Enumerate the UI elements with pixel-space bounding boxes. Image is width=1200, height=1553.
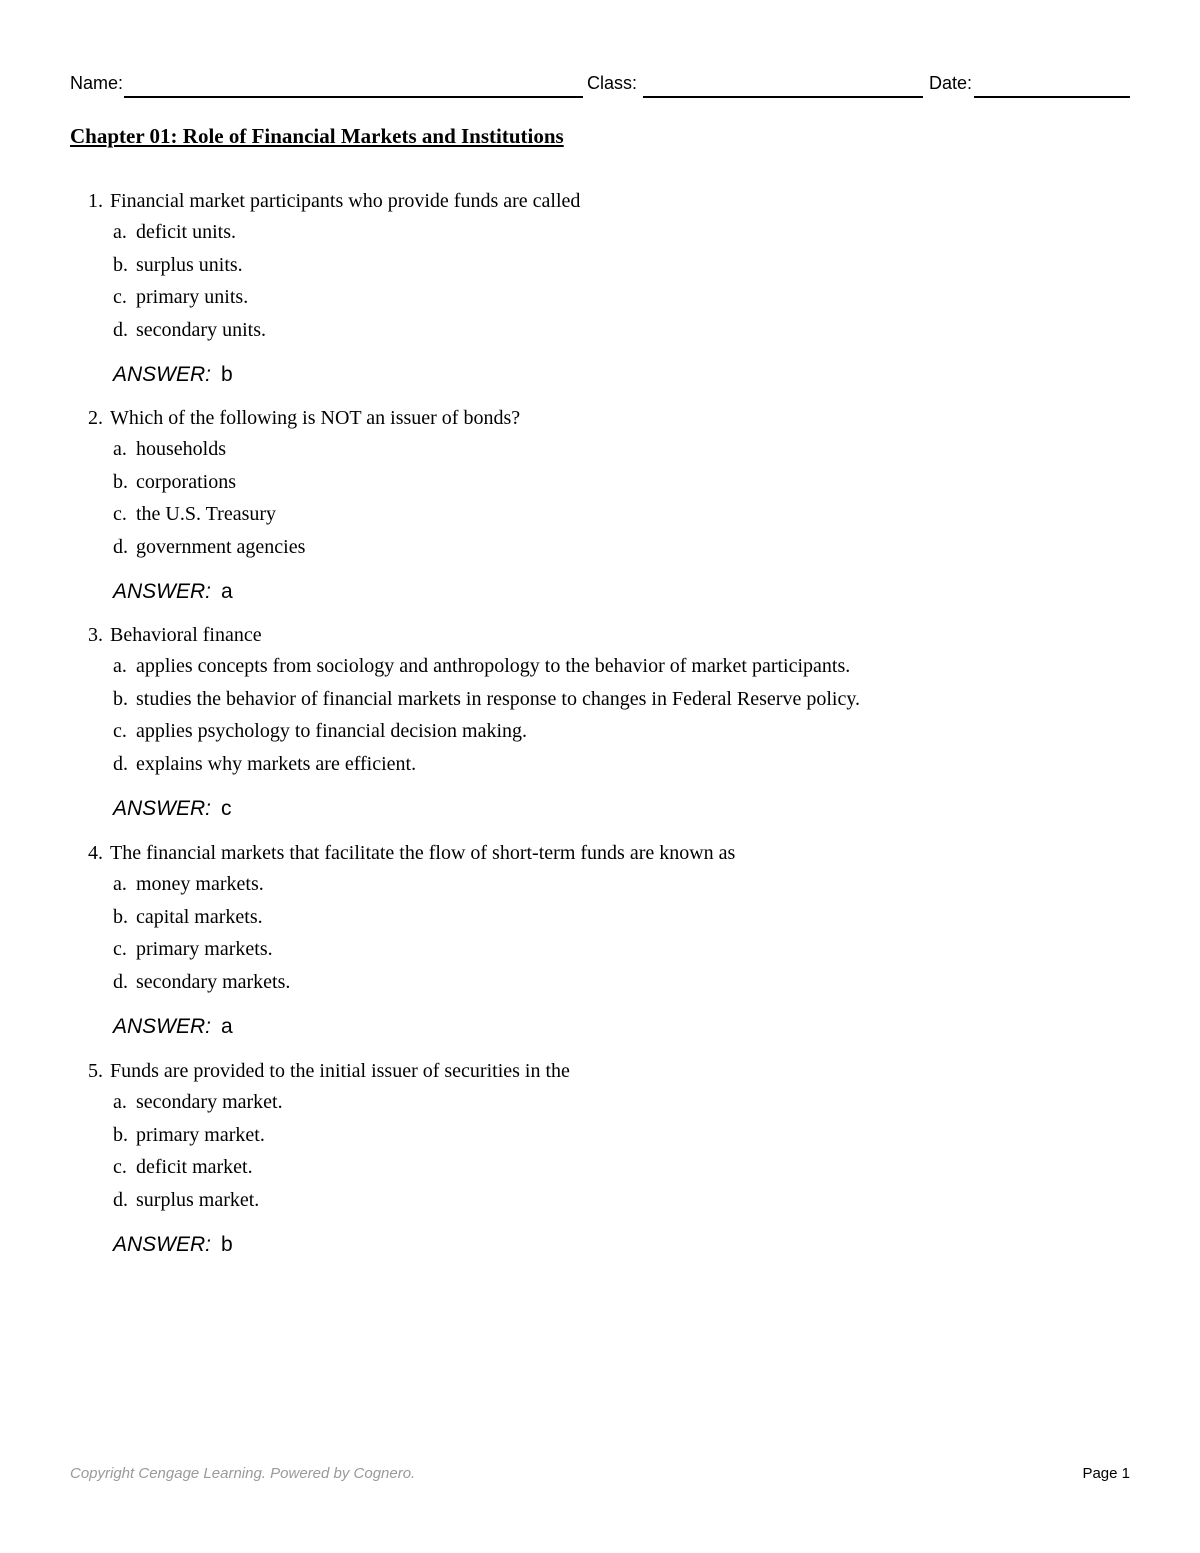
choice-text: studies the behavior of financial markets in response to changes in Federal Reserve policy. [136, 687, 861, 710]
choice-text: primary markets. [136, 938, 273, 960]
question-stem [88, 620, 1088, 650]
choice-letter: b. [113, 1123, 128, 1146]
question-stem [88, 1056, 1088, 1086]
choice-letter: d. [113, 970, 128, 993]
answer-line [88, 794, 1088, 824]
choice-letter: d. [113, 535, 128, 558]
question-text: Funds are provided to the initial issuer of securities in the [110, 1060, 570, 1082]
choice-text: corporations [136, 470, 236, 493]
choice-letter: c. [113, 1156, 127, 1178]
question-stem [88, 403, 1088, 433]
answer-label: ANSWER: [113, 1233, 212, 1256]
choice-d [88, 314, 1088, 347]
student-info-header [70, 72, 1130, 98]
choice-text: surplus market. [136, 1188, 260, 1211]
choice-letter: d. [113, 318, 128, 341]
chapter-title: Chapter 01: Role of Financial Markets and Institutions [70, 124, 564, 148]
question-3 [88, 620, 1088, 824]
choice-letter: b. [113, 253, 128, 276]
question-2 [88, 403, 1088, 607]
choice-d [88, 966, 1088, 999]
choice-c [88, 715, 1088, 748]
choice-d [88, 1184, 1088, 1217]
choice-text: deficit units. [136, 221, 236, 243]
choice-letter: c. [113, 503, 127, 525]
name-label: Name: [70, 73, 124, 93]
answer-label: ANSWER: [113, 580, 212, 603]
question-1 [88, 186, 1088, 390]
choice-letter: a. [113, 655, 127, 677]
answer-label: ANSWER: [113, 797, 212, 820]
choice-letter: c. [113, 286, 127, 308]
question-number: 1. [88, 190, 103, 212]
choice-text: explains why markets are efficient. [136, 752, 417, 775]
choice-text: secondary market. [136, 1091, 283, 1113]
choice-letter: a. [113, 873, 127, 895]
choice-letter: c. [113, 720, 127, 742]
choice-text: surplus units. [136, 253, 243, 276]
choice-b [88, 683, 1088, 716]
choice-a [88, 216, 1088, 249]
answer-label: ANSWER: [113, 1015, 212, 1038]
choice-a [88, 433, 1088, 466]
choice-b [88, 901, 1088, 934]
choice-text: government agencies [136, 535, 306, 558]
name-line [124, 96, 583, 98]
choice-text: primary units. [136, 286, 249, 308]
choice-a [88, 868, 1088, 901]
footer-copyright: Copyright Cengage Learning. Powered by Cognero. [70, 1465, 416, 1482]
choice-c [88, 498, 1088, 531]
choice-a [88, 650, 1088, 683]
choice-text: money markets. [136, 873, 264, 895]
choice-letter: b. [113, 905, 128, 928]
choice-text: applies psychology to financial decision making. [136, 720, 528, 742]
choice-letter: a. [113, 1091, 127, 1113]
choice-letter: a. [113, 221, 127, 243]
choice-text: deficit market. [136, 1156, 253, 1178]
answer-value: b [221, 363, 233, 386]
answer-label: ANSWER: [113, 363, 212, 386]
answer-value: a [221, 580, 233, 603]
question-text: Which of the following is NOT an issuer of bonds? [110, 407, 521, 429]
choice-text: primary market. [136, 1123, 265, 1146]
choice-c [88, 1151, 1088, 1184]
choice-text: the U.S. Treasury [136, 503, 277, 525]
question-number: 2. [88, 407, 103, 429]
choice-c [88, 933, 1088, 966]
answer-line [88, 1012, 1088, 1042]
choice-b [88, 1119, 1088, 1152]
choice-text: secondary markets. [136, 970, 291, 993]
choice-letter: b. [113, 470, 128, 493]
choice-text: applies concepts from sociology and anthropology to the behavior of market participants. [136, 655, 851, 677]
question-number: 4. [88, 842, 103, 864]
choice-text: capital markets. [136, 905, 263, 928]
date-line [974, 96, 1130, 98]
choice-c [88, 281, 1088, 314]
choice-letter: d. [113, 1188, 128, 1211]
choice-letter: b. [113, 687, 128, 710]
choice-letter: c. [113, 938, 127, 960]
question-number: 3. [88, 624, 103, 646]
class-label: Class: [587, 73, 638, 93]
answer-line [88, 577, 1088, 607]
choice-text: secondary units. [136, 318, 266, 341]
question-text: Financial market participants who provide funds are called [110, 190, 581, 212]
answer-line [88, 360, 1088, 390]
choice-letter: a. [113, 438, 127, 460]
question-5 [88, 1056, 1088, 1260]
answer-value: a [221, 1015, 233, 1038]
choice-b [88, 249, 1088, 282]
choice-d [88, 748, 1088, 781]
question-stem [88, 186, 1088, 216]
class-line [643, 96, 923, 98]
choice-letter: d. [113, 752, 128, 775]
date-label: Date: [929, 73, 973, 93]
footer-page-number: Page 1 [1082, 1465, 1130, 1482]
answer-value: b [221, 1233, 233, 1256]
choice-d [88, 531, 1088, 564]
choice-b [88, 466, 1088, 499]
choice-a [88, 1086, 1088, 1119]
question-stem [88, 838, 1088, 868]
question-number: 5. [88, 1060, 103, 1082]
answer-line [88, 1230, 1088, 1260]
choice-text: households [136, 438, 226, 460]
question-4 [88, 838, 1088, 1042]
answer-value: c [221, 797, 232, 820]
question-text: Behavioral finance [110, 624, 262, 646]
question-text: The financial markets that facilitate the flow of short-term funds are known as [110, 842, 736, 864]
